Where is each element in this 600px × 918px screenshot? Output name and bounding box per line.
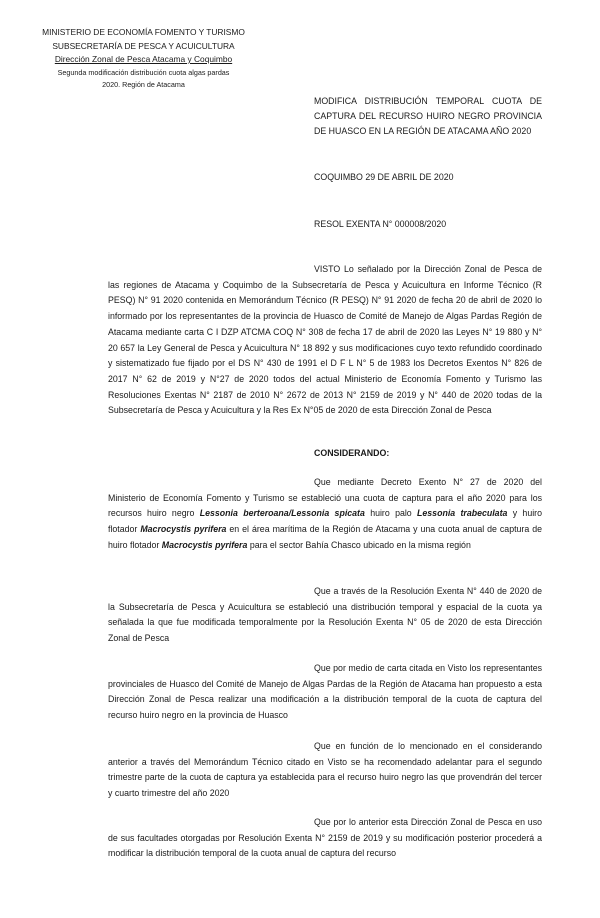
considerando-paragraph-2: Que a través de la Resolución Exenta N° 440 de 2020 de la Subsecretaría de Pesca y Acuicultura se estableció una distribución temporal y espacial de la cuota ya señalada la que fue modificada temporalmente por la Resolución Exenta N° 05 de 2020 de esta Dirección Zonal de Pesca xyxy=(108,586,542,644)
visto-paragraph xyxy=(108,262,542,419)
ministry-name: MINISTERIO DE ECONOMÍA FOMENTO Y TURISMO xyxy=(42,27,245,37)
visto-text: Lo señalado por la Dirección Zonal de Pesca de las regiones de Atacama y Coquimbo de la Subsecretaría de Pesca y Acuicultura en Informe Técnico (R PESQ) N° 91 2020 contenida en Memorándum Técnico (R PESQ) N° 91 2020 de fecha 20 de abril de 2020 lo informado por los representantes de la provincia de Huasco de Comité de Manejo de Algas Pardas Región de Atacama mediante carta C I DZP ATCMA COQ N° 308 de fecha 17 de abril de 2020 las Leyes N° 19 880 y N° 20 657 la Ley General de Pesca y Acuicultura N° 18 892 y sus modificaciones cuyo texto refundido coordinado y sistematizado fue fijado por el DS N° 430 de 1991 el D F L N° 5 de 1983 los Decretos Exentos N° 826 de 2017 N° 62 de 2019 y N°27 de 2020 todos del actual Ministerio de Economía Fomento y Turismo las Resoluciones Exentas N° 2187 de 2010 N° 2672 de 2013 N° 2159 de 2019 y N° 440 de 2020 todas de la Subsecretaría de Pesca y Acuicultura y la Res Ex N°05 de 2020 de esta Dirección Zonal de Pesca xyxy=(108,264,542,416)
considerando-paragraph-1: Que mediante Decreto Exento N° 27 de 2020 del Ministerio de Economía Fomento y Turismo se estableció una cuota de captura para el año 2020 para los recursos huiro negro Lessonia berteroana/Lessonia spicata huiro palo Lessonia trabeculata y huiro flotador Macrocystis pyrifera en el área marítima de la Región de Atacama y una cuota anual de captura de huiro flotador Macrocystis pyrifera para el sector Bahía Chasco ubicado en la misma región xyxy=(108,477,543,550)
visto-label: VISTO xyxy=(314,264,341,274)
subject-line-2: 2020. Región de Atacama xyxy=(102,80,185,89)
resolution-number: RESOL EXENTA N° 000008/2020 xyxy=(314,219,447,229)
considerando-paragraph-5: Que por lo anterior esta Dirección Zonal de Pesca en uso de sus facultades otorgadas por Resolución Exenta N° 2159 de 2019 y su modificación posterior procederá a modificar la distribución temporal de la cuota anual de captura del recurso xyxy=(108,817,542,859)
species-name: Macrocystis pyrifera xyxy=(161,539,248,550)
zonal-directorate: Dirección Zonal de Pesca Atacama y Coquimbo xyxy=(54,54,233,64)
considerando-paragraph-3: Que por medio de carta citada en Visto los representantes provinciales de Huasco del Comité de Manejo de Algas Pardas de la Región de Atacama han propuesto a esta Dirección Zonal de Pesca realizar una modificación a la distribución temporal de la cuota de captura del recurso huiro negro en la provincia de Huasco xyxy=(108,663,542,721)
species-name: Lessonia berteroana/Lessonia spicata xyxy=(199,508,365,519)
letterhead xyxy=(26,26,261,92)
resolution-date: COQUIMBO 29 DE ABRIL DE 2020 xyxy=(314,172,454,182)
subject-line-1: Segunda modificación distribución cuota algas pardas xyxy=(57,67,230,77)
species-name: Lessonia trabeculata xyxy=(417,508,508,519)
resolution-title: MODIFICA DISTRIBUCIÓN TEMPORAL CUOTA DE CAPTURA DEL RECURSO HUIRO NEGRO PROVINCIA DE HUASCO EN LA REGIÓN DE ATACAMA AÑO 2020 xyxy=(314,96,542,136)
considerando-paragraph-4: Que en función de lo mencionado en el considerando anterior a través del Memorándum Técnico citado en Visto se ha recomendado adelantar para el segundo trimestre parte de la cuota de captura ya establecida para el recurso huiro negro las que provendrán del tercer y cuarto trimestre del año 2020 xyxy=(108,741,542,799)
considerando-heading: CONSIDERANDO: xyxy=(314,448,390,458)
species-name: Macrocystis pyrifera xyxy=(140,524,227,535)
subsecretariat-name: SUBSECRETARÍA DE PESCA Y ACUICULTURA xyxy=(52,40,235,51)
